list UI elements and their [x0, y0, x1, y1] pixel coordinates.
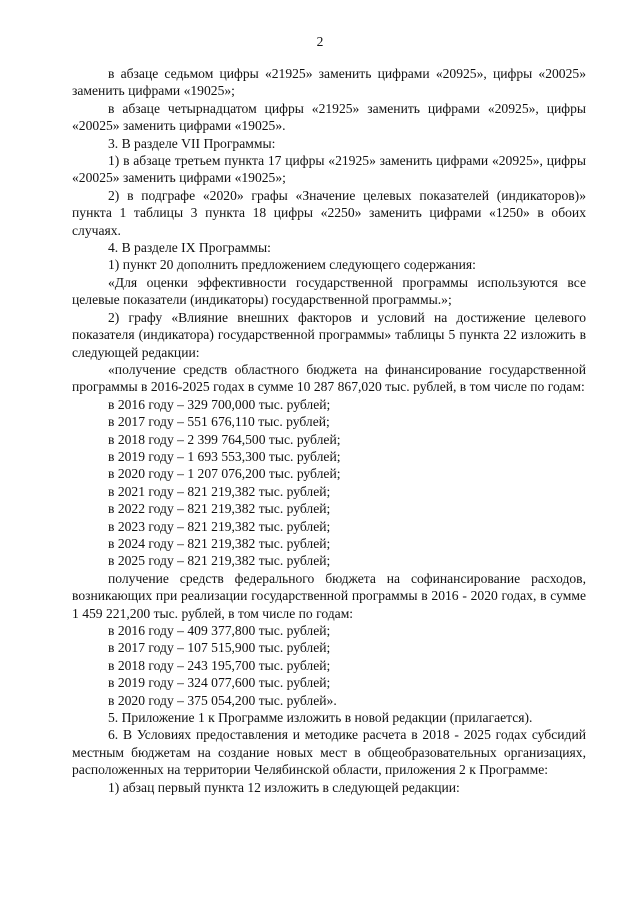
list-item: в 2019 году – 1 693 553,300 тыс. рублей;	[108, 448, 341, 464]
paragraph: 2) графу «Влияние внешних факторов и условий на достижение целевого показателя (индикатора) государственной программы» таблицы 5 пункта 22 изложить в следующей редакции:	[72, 309, 586, 360]
paragraph: «получение средств областного бюджета на финансирование государственной программы в 2016-2025 годах в сумме 10 287 867,020 тыс. рублей, в том числе по годам:	[72, 361, 586, 395]
paragraph: получение средств федерального бюджета на софинансирование расходов, возникающих при реализации государственной программы в 2016 - 2020 годах, в сумме 1 459 221,200 тыс. рублей, в том числе по годам:	[72, 570, 586, 621]
document-body	[72, 65, 586, 796]
paragraph: 1) абзац первый пункта 12 изложить в следующей редакции:	[108, 779, 460, 795]
section-heading: 3. В разделе VII Программы:	[108, 135, 276, 151]
list-item: в 2022 году – 821 219,382 тыс. рублей;	[108, 501, 331, 517]
paragraph: 1) пункт 20 дополнить предложением следующего содержания:	[108, 257, 476, 273]
list-item: в 2018 году – 2 399 764,500 тыс. рублей;	[108, 431, 341, 447]
list-item: в 2024 году – 821 219,382 тыс. рублей;	[108, 535, 331, 551]
paragraph: 5. Приложение 1 к Программе изложить в новой редакции (прилагается).	[108, 710, 533, 726]
paragraph: 6. В Условиях предоставления и методике расчета в 2018 - 2025 годах субсидий местным бюджетам на создание новых мест в общеобразовательных организациях, расположенных на территории Челябинской области, приложения 2 к Программе:	[72, 727, 586, 778]
paragraph: в абзаце седьмом цифры «21925» заменить цифрами «20925», цифры «20025» заменить цифрами «19025»;	[72, 66, 586, 99]
paragraph: в абзаце четырнадцатом цифры «21925» заменить цифрами «20925», цифры «20025» заменить цифрами «19025».	[72, 100, 586, 134]
list-item: в 2019 году – 324 077,600 тыс. рублей;	[108, 675, 331, 691]
federal-funding-list	[72, 622, 586, 709]
list-item: в 2017 году – 551 676,110 тыс. рублей;	[108, 414, 330, 430]
list-item: в 2016 году – 329 700,000 тыс. рублей;	[108, 396, 331, 412]
paragraph: 1) в абзаце третьем пункта 17 цифры «21925» заменить цифрами «20925», цифры «20025» заменить цифрами «19025»;	[72, 153, 586, 186]
section-heading: 4. В разделе IX Программы:	[108, 240, 271, 256]
paragraph: 2) в подграфе «2020» графы «Значение целевых показателей (индикаторов)» пункта 1 таблицы 3 пункта 18 цифры «2250» заменить цифрами «1250» в обоих случаях.	[72, 187, 586, 238]
list-item: в 2020 году – 375 054,200 тыс. рублей».	[108, 692, 337, 708]
page-number: 2	[316, 34, 324, 49]
regional-funding-list	[72, 396, 586, 570]
list-item: в 2025 году – 821 219,382 тыс. рублей;	[108, 553, 331, 569]
list-item: в 2017 году – 107 515,900 тыс. рублей;	[108, 640, 331, 656]
list-item: в 2018 году – 243 195,700 тыс. рублей;	[108, 657, 331, 673]
list-item: в 2020 году – 1 207 076,200 тыс. рублей;	[108, 466, 341, 482]
list-item: в 2023 году – 821 219,382 тыс. рублей;	[108, 518, 331, 534]
paragraph: «Для оценки эффективности государственной программы используются все целевые показатели (индикаторы) государственной программы.»;	[72, 274, 586, 308]
list-item: в 2021 году – 821 219,382 тыс. рублей;	[108, 483, 331, 499]
list-item: в 2016 году – 409 377,800 тыс. рублей;	[108, 623, 331, 638]
